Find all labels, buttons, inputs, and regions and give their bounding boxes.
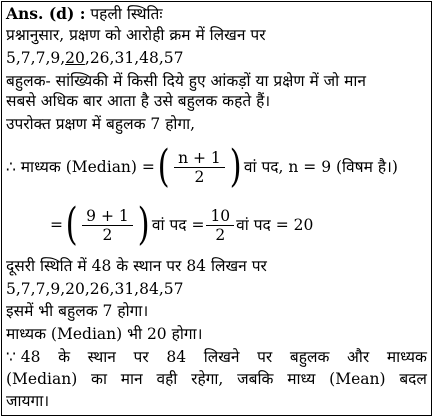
fraction-n-plus-1: $\frac{n + 1}{2}$ <box>174 149 225 186</box>
ascending-sequence <box>6 48 427 68</box>
answer-heading <box>6 4 427 24</box>
median-formula-line <box>6 141 427 192</box>
median-calc-line <box>50 199 427 250</box>
answer-label: Ans. (d) : <box>6 4 86 23</box>
text-line-4: बहुलक- सांख्यिकी में किसी दिये हुए आंकड़ों या प्रक्षेण में जो मान <box>6 72 366 90</box>
paren-group-2: ( $\frac{9 + 1}{2}$ ) <box>65 199 150 250</box>
text-line-14: (Median) का मान वही रहेगा, जबकि माध्य (Mean) बदल <box>6 370 427 388</box>
text-line-11: इसमें भी बहुलक 7 होगा। <box>6 302 149 320</box>
text-line-13: ∵ 48 के स्थान पर 84 लिखने पर बहुलक और माध्यक <box>6 348 427 366</box>
text-line-2: प्रश्नानुसार, प्रक्षण को आरोही क्रम में लिखन पर <box>6 26 266 44</box>
text-line-12: माध्यक (Median) भी 20 होगा। <box>6 325 203 343</box>
median-formula-lhs: ∴ माध्यक (Median) = <box>6 158 155 176</box>
text-line-15: जायगा। <box>6 392 50 410</box>
answer-box <box>1 1 432 416</box>
fraction-9-plus-1: $\frac{9 + 1}{2}$ <box>82 207 133 244</box>
text-line-6: उपरोक्त प्रक्षण में बहुलक 7 होगा, <box>6 115 196 133</box>
paren-group: ( $\frac{n + 1}{2}$ ) <box>157 141 242 192</box>
first-case-label: पहली स्थितिः <box>85 5 163 23</box>
equals-sign: = <box>50 216 63 234</box>
term-result: वां पद = 20 <box>236 216 314 234</box>
sequence-end: ,26,31,48,57 <box>84 49 184 67</box>
median-formula-rhs: वां पद, n = 9 (विषम है।) <box>243 158 398 176</box>
new-sequence: 5,7,7,9,20,26,31,84,57 <box>6 280 184 298</box>
sequence-median: 20 <box>65 49 85 67</box>
text-line-5: सबसे अधिक बार आता है उसे बहुलक कहते हैं। <box>6 92 271 110</box>
fraction-10-over-2: $\frac{10}{2}$ <box>206 207 234 244</box>
text-line-9: दूसरी स्थिति में 48 के स्थान पर 84 लिखन पर <box>6 257 267 275</box>
term-label: वां पद = <box>151 216 205 234</box>
sequence-start: 5,7,7,9, <box>6 49 66 67</box>
